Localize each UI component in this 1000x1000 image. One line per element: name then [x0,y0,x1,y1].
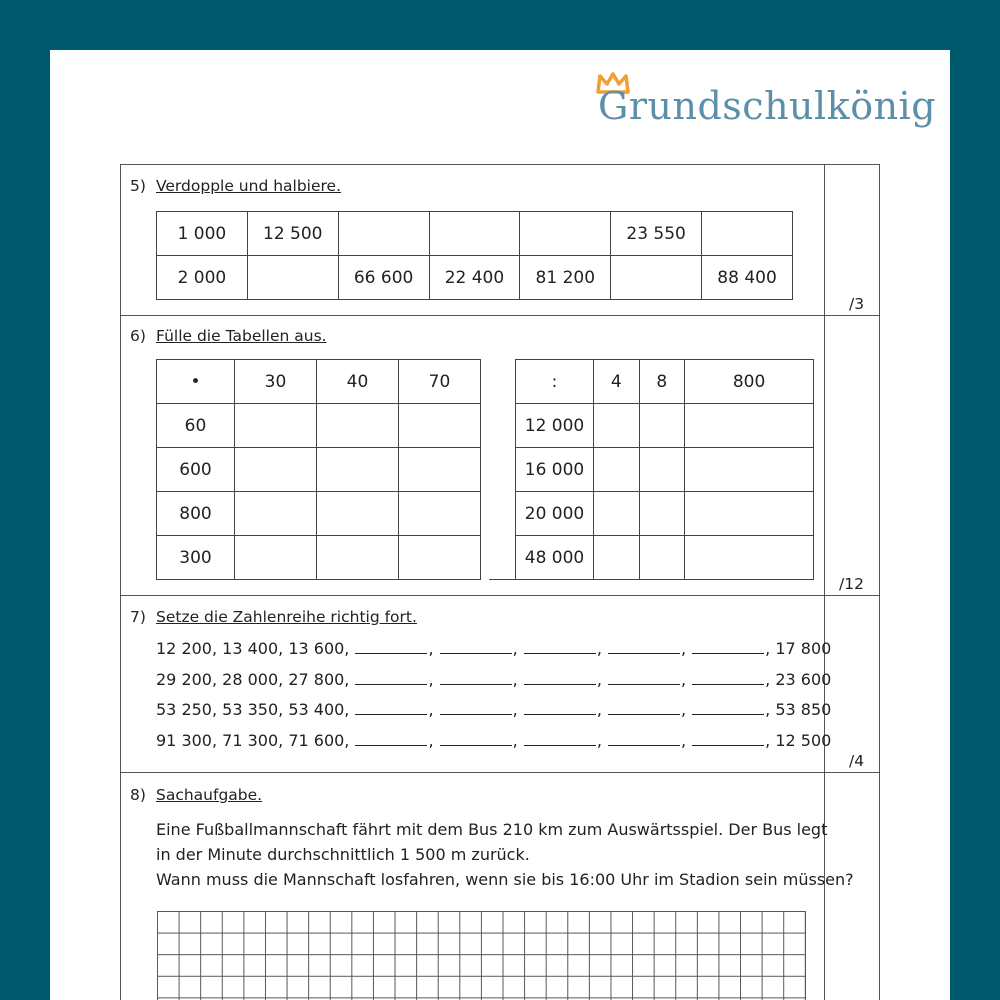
task7-sequence-start: 91 300, 71 300, 71 600, [156,730,350,750]
task7-answer-blank[interactable] [608,652,680,654]
task7-sequence-line: 53 250, 53 350, 53 400, , , , , , 53 850 [156,700,832,719]
task6-div-answer-cell[interactable] [685,536,814,580]
task6-multiplication-table [156,359,481,580]
brand-name: Grundschulkönig [598,84,937,128]
task5-answer-cell[interactable] [338,212,429,256]
task6-mult-row-value: 600 [157,448,235,492]
task6-div-answer-cell[interactable] [685,492,814,536]
task6-div-row [516,536,814,580]
task8-text [156,817,854,892]
task7-sequence-start: 53 250, 53 350, 53 400, [156,700,350,719]
task6-mult-operator: • [157,360,235,404]
task6-mult-row-value: 300 [157,536,235,580]
task7-answer-blank[interactable] [524,652,596,654]
task7-sequence-end: 12 500 [775,730,832,750]
task5-title: Verdopple und halbiere. [156,177,342,195]
task5-given-value: 23 550 [611,212,702,256]
task7-sequence-start: 29 200, 28 000, 27 800, [156,669,350,689]
task6-div-answer-cell[interactable] [594,536,640,580]
task6-div-row-value: 20 000 [516,492,594,536]
task7-answer-blank[interactable] [355,713,427,715]
task6-div-answer-cell[interactable] [594,492,640,536]
task7-answer-blank[interactable] [440,652,512,654]
task7-sequence-start: 12 200, 13 400, 13 600, [156,639,350,658]
task6-div-header-value: 4 [594,360,640,404]
task6-title: Fülle die Tabellen aus. [156,327,327,345]
task6-mult-answer-cell[interactable] [235,448,317,492]
task6-mult-header-value: 40 [317,360,399,404]
task7-answer-blank[interactable] [608,683,680,685]
task6-mult-answer-cell[interactable] [235,536,317,580]
task6-div-answer-cell[interactable] [594,448,640,492]
task6-div-answer-cell[interactable] [685,404,814,448]
worksheet-page [50,50,950,1000]
task6-mult-header-value: 30 [235,360,317,404]
task6-div-answer-cell[interactable] [639,404,685,448]
task6-number: 6) [130,327,146,345]
task5-row [157,256,793,300]
task7-answer-blank[interactable] [524,683,596,685]
task5-given-value: 1 000 [157,212,248,256]
task6-mult-row [157,492,481,536]
task7-number: 7) [130,608,146,626]
task7-title: Setze die Zahlenreihe richtig fort. [156,608,417,626]
task5-answer-cell[interactable] [247,256,338,300]
task6-div-row [516,492,814,536]
task6-div-answer-cell[interactable] [639,536,685,580]
task7-answer-blank[interactable] [355,744,427,746]
task7-answer-blank[interactable] [692,652,764,654]
table-baseline-connector [489,579,515,580]
task5-answer-cell[interactable] [611,256,702,300]
task7-points: /4 [849,752,865,770]
task6-mult-row [157,404,481,448]
task6-mult-row [157,448,481,492]
task6-div-header-row [516,360,814,404]
task6-div-header-value: 8 [639,360,685,404]
task6-div-row-value: 12 000 [516,404,594,448]
task6-points: /12 [839,575,864,593]
task8-grid-paper[interactable] [157,911,806,1000]
task6-mult-answer-cell[interactable] [399,536,481,580]
task7-sequence-line: 91 300, 71 300, 71 600, , , , , , 12 500 [156,730,832,750]
task7-answer-blank[interactable] [692,683,764,685]
exercise-sheet [120,164,880,1000]
task5-points: /3 [849,295,865,313]
task6-mult-answer-cell[interactable] [235,492,317,536]
task6-mult-answer-cell[interactable] [317,448,399,492]
task7-answer-blank[interactable] [524,713,596,715]
task7-sequence-line: 12 200, 13 400, 13 600, , , , , , 17 800 [156,639,832,658]
task8-text-line: Wann muss die Mannschaft losfahren, wenn sie bis 16:00 Uhr im Stadion sein müssen? [156,870,854,889]
task5-answer-cell[interactable] [520,212,611,256]
brand-logo [596,72,937,132]
task7-answer-blank[interactable] [440,744,512,746]
task7-sequence-end: 17 800 [775,639,832,658]
task6-div-header-value: 800 [685,360,814,404]
task6-mult-row-value: 800 [157,492,235,536]
section-divider [121,595,879,596]
task6-div-answer-cell[interactable] [594,404,640,448]
task7-answer-blank[interactable] [355,683,427,685]
task8-number: 8) [130,786,146,804]
task5-given-value: 88 400 [702,256,793,300]
task6-div-operator: : [516,360,594,404]
task5-answer-cell[interactable] [702,212,793,256]
task6-mult-answer-cell[interactable] [317,536,399,580]
task7-answer-blank[interactable] [608,713,680,715]
task6-division-table [515,359,814,580]
task7-answer-blank[interactable] [440,713,512,715]
task5-given-value: 81 200 [520,256,611,300]
task5-given-value: 22 400 [429,256,520,300]
task6-div-row-value: 16 000 [516,448,594,492]
task6-div-row [516,404,814,448]
task8-text-line: Eine Fußballmannschaft fährt mit dem Bus 210 km zum Auswärtsspiel. Der Bus legt [156,820,828,839]
task6-div-row [516,448,814,492]
task6-mult-row [157,536,481,580]
task5-given-value: 66 600 [338,256,429,300]
task7-sequence-end: 23 600 [775,669,832,689]
task6-mult-answer-cell[interactable] [317,404,399,448]
task5-table [156,211,793,300]
task7-answer-blank[interactable] [608,744,680,746]
task5-number: 5) [130,177,146,195]
task6-div-answer-cell[interactable] [685,448,814,492]
section-divider [121,772,879,773]
task6-mult-answer-cell[interactable] [399,448,481,492]
task6-div-row-value: 48 000 [516,536,594,580]
task6-div-answer-cell[interactable] [639,448,685,492]
task7-sequence-end: 53 850 [775,700,832,719]
task5-row [157,212,793,256]
task7-answer-blank[interactable] [440,683,512,685]
task5-given-value: 12 500 [247,212,338,256]
task7-sequence-line: 29 200, 28 000, 27 800, , , , , , 23 600 [156,669,832,689]
task6-mult-answer-cell[interactable] [399,404,481,448]
task6-mult-answer-cell[interactable] [235,404,317,448]
task5-answer-cell[interactable] [429,212,520,256]
section-divider [121,315,879,316]
task5-given-value: 2 000 [157,256,248,300]
task6-div-answer-cell[interactable] [639,492,685,536]
task8-text-line: in der Minute durchschnittlich 1 500 m zurück. [156,845,530,864]
task7-answer-blank[interactable] [692,713,764,715]
task8-title: Sachaufgabe. [156,786,263,804]
task7-answer-blank[interactable] [692,744,764,746]
task6-mult-row-value: 60 [157,404,235,448]
task6-mult-answer-cell[interactable] [317,492,399,536]
task7-answer-blank[interactable] [524,744,596,746]
task6-mult-answer-cell[interactable] [399,492,481,536]
task6-mult-header-value: 70 [399,360,481,404]
task6-mult-header-row [157,360,481,404]
task7-answer-blank[interactable] [355,652,427,654]
